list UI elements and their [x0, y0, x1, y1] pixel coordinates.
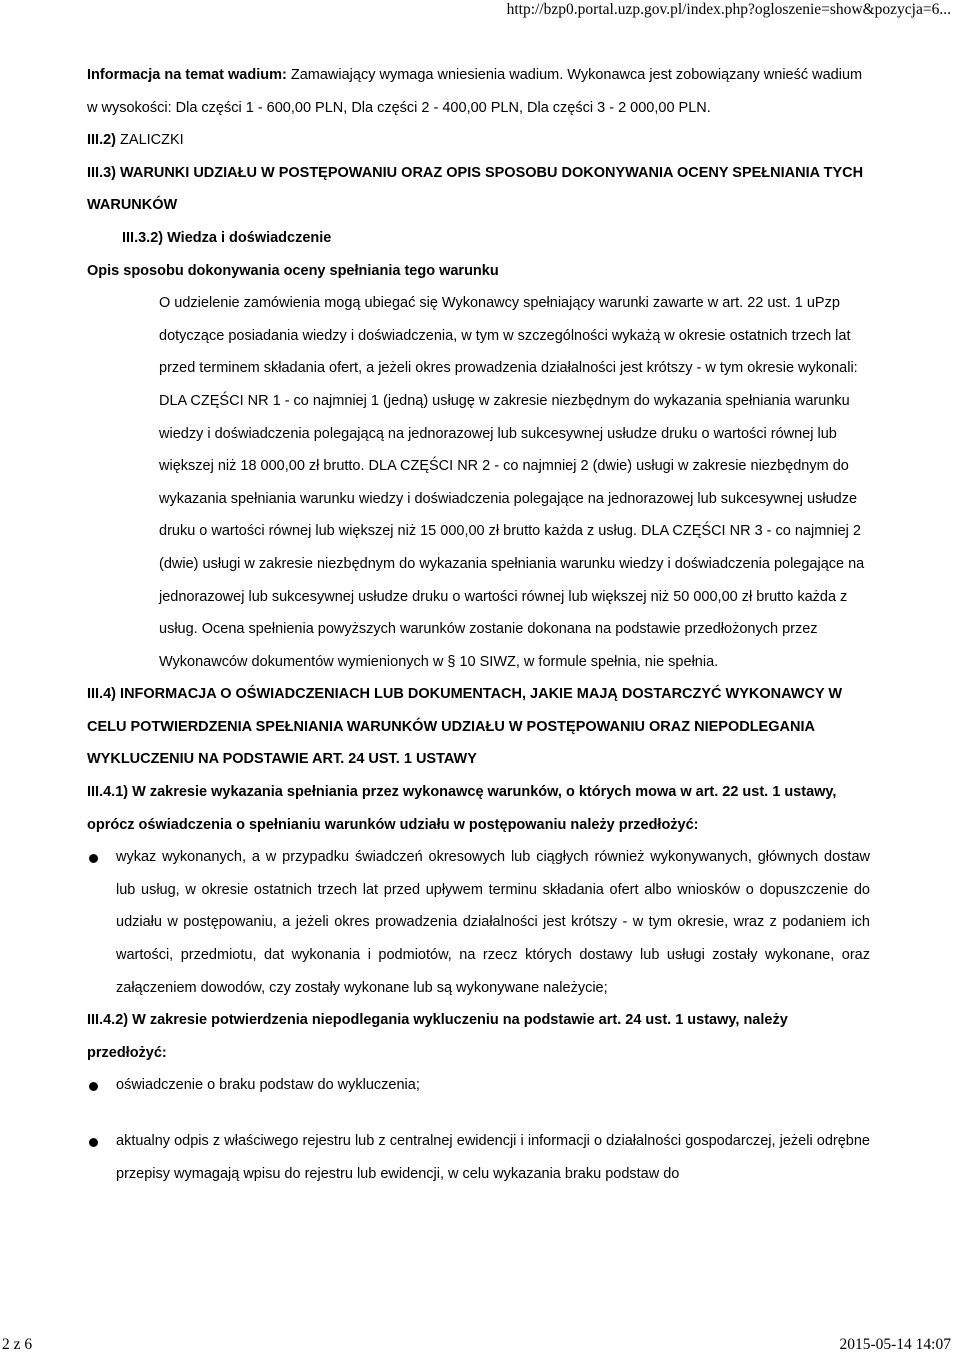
zaliczki-line	[87, 124, 870, 157]
list-item: wykaz wykonanych, a w przypadku świadczeń okresowych lub ciągłych również wykonywanych, głównych dostaw lub usług, w okresie ostatnich trzech lat przed upływem terminu składania ofert albo wniosków o dopuszczenie do udziału w postępowaniu, a jeżeli okres prowadzenia działalności jest krótszy - w tym okresie, wraz z podaniem ich wartości, przedmiotu, dat wykonania i podmiotów, na rzecz których dostawy lub usługi zostały wykonane, oraz załączeniem dowodów, czy zostały wykonane lub są wykonywane należycie;	[87, 841, 870, 1004]
section-4-1-list	[87, 841, 870, 1004]
wadium-paragraph	[87, 59, 870, 124]
document-body	[87, 59, 870, 1190]
zaliczki-text: ZALICZKI	[120, 132, 184, 149]
list-item: aktualny odpis z właściwego rejestru lub z centralnej ewidencji i informacji o działalności gospodarczej, jeżeli odrębne przepisy wymagają wpisu do rejestru lub ewidencji, w celu wykazania braku podstaw do	[87, 1125, 870, 1190]
warunki-heading: III.3) WARUNKI UDZIAŁU W POSTĘPOWANIU ORAZ OPIS SPOSOBU DOKONYWANIA OCENY SPEŁNIANIA TYCH WARUNKÓW	[87, 164, 864, 214]
opis-heading: Opis sposobu dokonywania oceny spełniania tego warunku	[87, 262, 499, 279]
informacja-heading: III.4) INFORMACJA O OŚWIADCZENIACH LUB DOKUMENTACH, JAKIE MAJĄ DOSTARCZYĆ WYKONAWCY W CELU POTWIERDZENIA SPEŁNIANIA WARUNKÓW UDZIAŁU W POSTĘPOWANIU ORAZ NIEPODLEGANIA WYKLUCZENIU NA PODSTAWIE ART. 24 UST. 1 USTAWY	[87, 686, 843, 768]
opis-text: O udzielenie zamówienia mogą ubiegać się Wykonawcy spełniający warunki zawarte w art. 22 ust. 1 uPzp dotyczące posiadania wiedzy i doświadczenia, w tym w szczególności wykażą w okresie ostatnich trzech lat przed terminem składania ofert, a jeżeli okres prowadzenia działalności jest krótszy - w tym okresie wykonali: DLA CZĘŚCI NR 1 - co najmniej 1 (jedną) usługę w zakresie niezbędnym do wykazania spełniania warunku wiedzy i doświadczenia polegającą na jednorazowej lub sukcesywnej usłudze druku o wartości równej lub większej niż 18 000,00 zł brutto. DLA CZĘŚCI NR 2 - co najmniej 2 (dwie) usługi w zakresie niezbędnym do wykazania spełniania warunku wiedzy i doświadczenia polegające na jednorazowej lub sukcesywnej usłudze druku o wartości równej lub większej niż 15 000,00 zł brutto każda z usług. DLA CZĘŚCI NR 3 - co najmniej 2 (dwie) usługi w zakresie niezbędnym do wykazania spełniania warunku wiedzy i doświadczenia polegające na jednorazowej lub sukcesywnej usłudze druku o wartości równej lub większej niż 50 000,00 zł brutto każda z usług. Ocena spełnienia powyższych warunków zostanie dokonana na podstawie przedłożonych przez Wykonawców dokumentów wymienionych w § 10 SIWZ, w formule spełnia, nie spełnia.	[159, 295, 865, 670]
list-item: oświadczenie o braku podstaw do wykluczenia;	[87, 1069, 870, 1102]
section-4-2-list	[87, 1069, 870, 1190]
wadium-text: Zamawiający wymaga wniesienia wadium. Wykonawca jest zobowiązany wnieść wadium w wysokości: Dla części 1 - 600,00 PLN, Dla części 2 - 400,00 PLN, Dla części 3 - 2 000,00 PLN.	[87, 67, 863, 116]
wadium-label: Informacja na temat wadium:	[87, 67, 287, 83]
print-datetime: 2015-05-14 14:07	[839, 1336, 951, 1353]
page-number: 2 z 6	[2, 1336, 33, 1353]
page-url: http://bzp0.portal.uzp.gov.pl/index.php?ogloszenie=show&pozycja=6...	[506, 1, 951, 18]
zaliczki-label: III.2)	[87, 132, 121, 149]
wiedza-heading: III.3.2) Wiedza i doświadczenie	[122, 229, 332, 246]
section-4-1-heading: III.4.1) W zakresie wykazania spełniania przez wykonawcę warunków, o których mowa w art. 22 ust. 1 ustawy, oprócz oświadczenia o spełnianiu warunków udziału w postępowaniu należy przedłożyć:	[87, 784, 837, 833]
section-4-2-heading: III.4.2) W zakresie potwierdzenia niepodlegania wykluczeniu na podstawie art. 24 ust. 1 ustawy, należy przedłożyć:	[87, 1012, 788, 1061]
